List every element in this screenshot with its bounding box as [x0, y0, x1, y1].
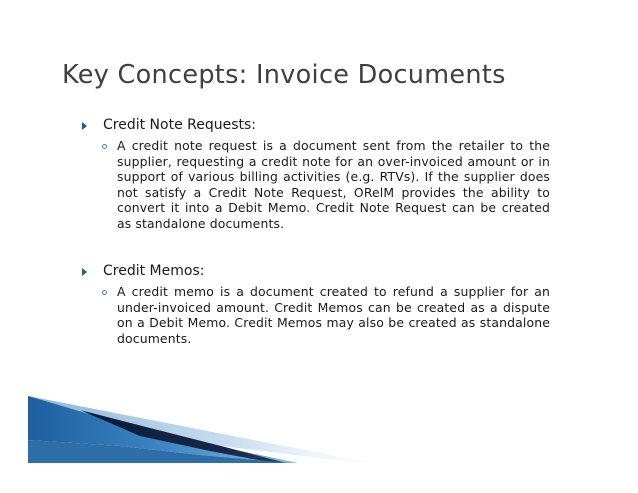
sub-bullet-item	[80, 284, 550, 346]
bullet-credit-memos	[80, 263, 550, 346]
bullet-credit-note-requests	[80, 117, 550, 232]
arrow-bullet-icon	[82, 268, 87, 276]
bullet-head	[80, 117, 550, 135]
sub-bullet-text: A credit note request is a document sent from the retailer to the supplier, requesting a credit note for an over-invoiced amount or in support of various billing activities (e.g. RTVs). If the supplier does not satisfy a Credit Note Request, ORelM provides the ability to convert it into a Debit Memo. Credit Note Request can be created as standalone documents.	[117, 138, 550, 231]
sub-bullet-item	[80, 138, 550, 232]
slide-title: Key Concepts: Invoice Documents	[62, 60, 506, 90]
bullet-heading: Credit Note Requests:	[103, 117, 257, 133]
bullet-head	[80, 263, 550, 281]
ring-bullet-icon	[102, 144, 107, 149]
bullet-heading: Credit Memos:	[103, 263, 205, 279]
sub-bullet-text: A credit memo is a document created to refund a supplier for an under-invoiced amount. Credit Memos can be created as a dispute on a Debit Memo. Credit Memos may also be created as standalone documents.	[117, 284, 550, 346]
arrow-bullet-icon	[82, 122, 87, 130]
ring-bullet-icon	[102, 290, 107, 295]
